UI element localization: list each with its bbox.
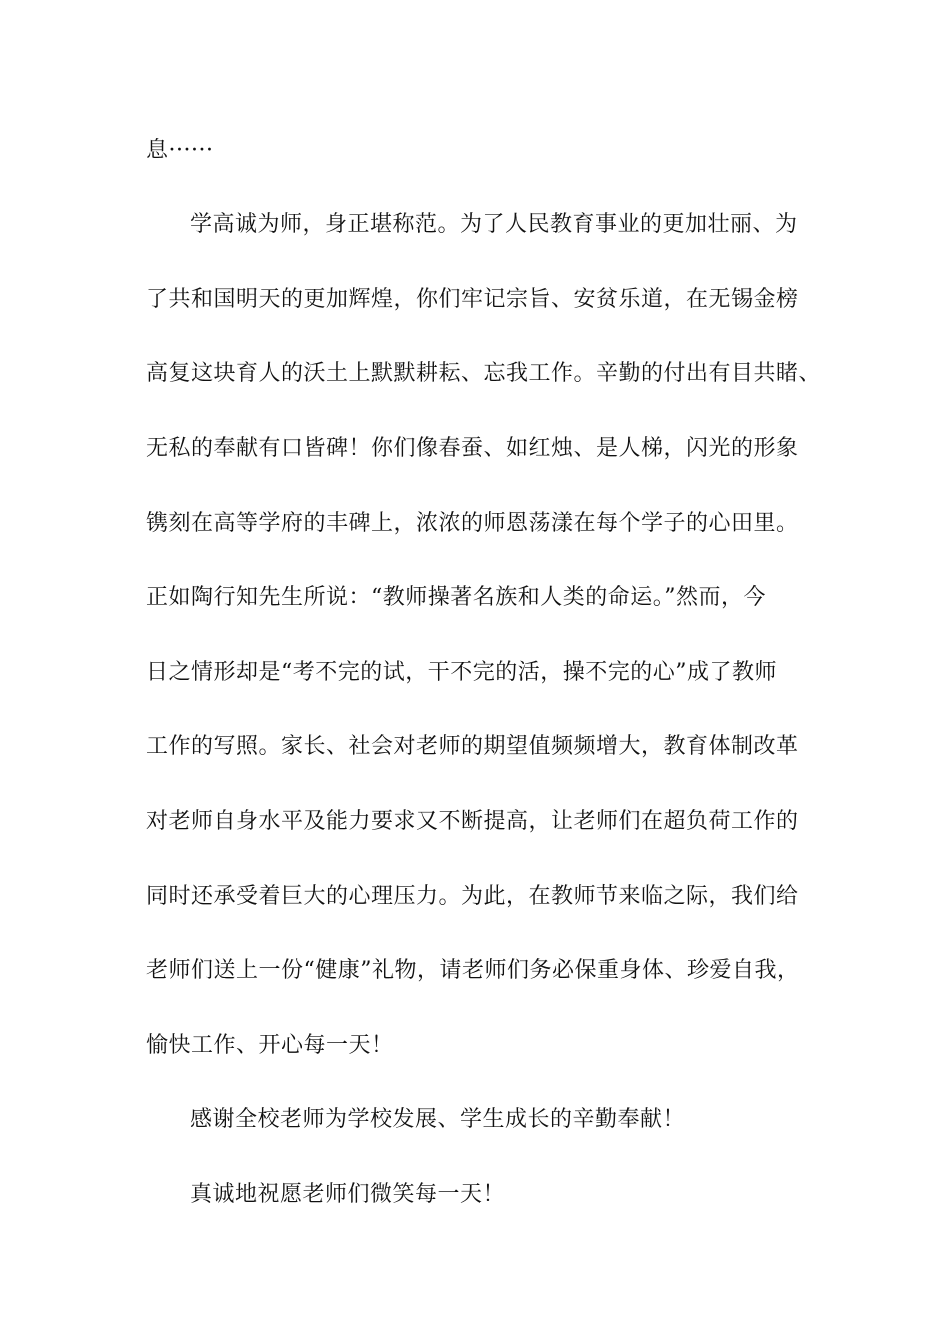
text-line: 愉快工作、开心每一天！	[146, 1033, 394, 1058]
text-line: 了共和国明天的更加辉煌，你们牢记宗旨、安贫乐道，在无锡金榜	[146, 287, 799, 312]
text-line: 同时还承受着巨大的心理压力。为此，在教师节来临之际，我们给	[146, 884, 799, 909]
text-line: 感谢全校老师为学校发展、学生成长的辛勤奉献！	[190, 1107, 686, 1132]
text-line: 工作的写照。家长、社会对老师的期望值频频增大，教育体制改革	[146, 734, 799, 759]
text-line: 学高诚为师，身正堪称范。为了人民教育事业的更加壮丽、为	[190, 212, 798, 237]
text-line: 老师们送上一份“健康”礼物，请老师们务必保重身体、珍爱自我，	[146, 958, 800, 983]
text-line: 无私的奉献有口皆碑！你们像春蚕、如红烛、是人梯，闪光的形象	[146, 436, 799, 461]
text-line: 镌刻在高等学府的丰碑上，浓浓的师恩荡漾在每个学子的心田里。	[146, 511, 799, 536]
text-line: 息······	[146, 138, 214, 163]
text-line: 真诚地祝愿老师们微笑每一天！	[190, 1182, 506, 1207]
text-line: 日之情形却是“考不完的试，干不完的活，操不完的心”成了教师	[146, 660, 777, 685]
text-line: 高复这块育人的沃土上默默耕耘、忘我工作。辛勤的付出有目共睹、	[146, 361, 822, 386]
text-line: 对老师自身水平及能力要求又不断提高，让老师们在超负荷工作的	[146, 809, 799, 834]
text-line: 正如陶行知先生所说：“教师操著名族和人类的命运。”然而，今	[146, 585, 766, 610]
